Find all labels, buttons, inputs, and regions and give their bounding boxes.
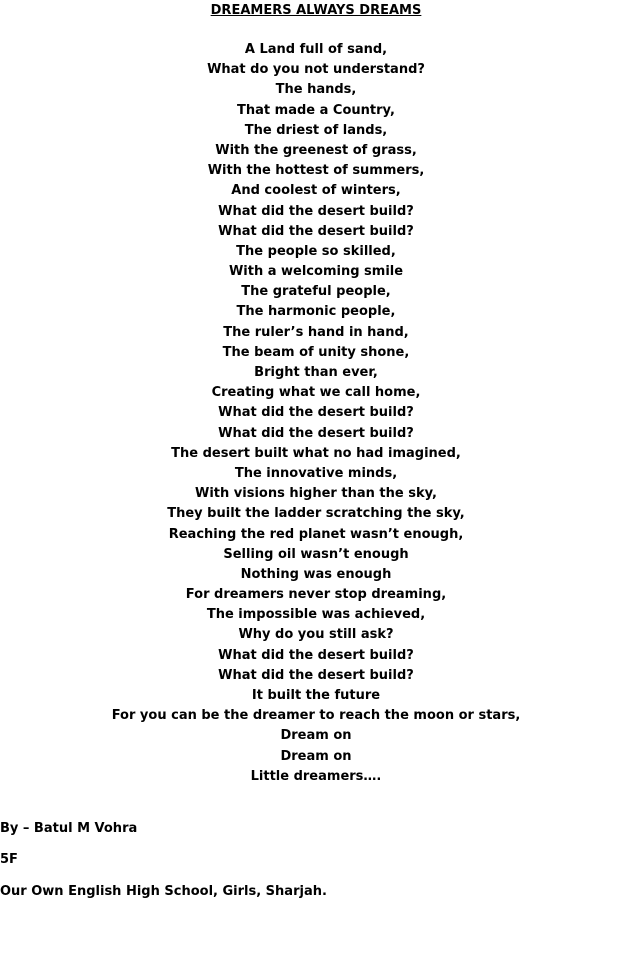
poem-line: Nothing was enough: [240, 566, 392, 582]
poem-line: What did the desert build?: [218, 223, 414, 239]
poem-line: A Land full of sand,: [244, 42, 388, 57]
poem-line: What did the desert build?: [218, 667, 414, 683]
school-line: Our Own English High School, Girls, Sharjah.: [0, 884, 327, 899]
poem-line: That made a Country,: [237, 102, 395, 118]
poem-line: And coolest of winters,: [231, 183, 401, 199]
poem-line: The harmonic people,: [236, 304, 396, 320]
poem-body: [0, 40, 632, 787]
poem-line: What do you not understand?: [207, 62, 425, 78]
poem-line: Selling oil wasn’t enough: [223, 546, 409, 562]
poem-line: The impossible was achieved,: [206, 607, 426, 623]
poem-line: What did the desert build?: [218, 647, 414, 663]
poem-line: Little dreamers….: [250, 768, 382, 784]
poem-line: The driest of lands,: [244, 122, 388, 138]
poem-line: With a welcoming smile: [228, 264, 404, 280]
poem-line: What did the desert build?: [218, 405, 414, 421]
poem-line: With the hottest of summers,: [207, 163, 425, 179]
poem-line: The ruler’s hand in hand,: [223, 324, 409, 340]
poem-title: DREAMERS ALWAYS DREAMS: [210, 3, 422, 18]
poem-line: The desert built what no had imagined,: [171, 445, 461, 461]
poem-line: What did the desert build?: [218, 425, 414, 441]
poem-line: With visions higher than the sky,: [194, 486, 437, 502]
poem-line: With the greenest of grass,: [215, 142, 417, 158]
poem-line: For dreamers never stop dreaming,: [185, 587, 447, 603]
poem-line: The beam of unity shone,: [222, 344, 410, 360]
poem-line: Creating what we call home,: [211, 385, 421, 401]
poem-line: Dream on: [280, 748, 352, 764]
poem-line: What did the desert build?: [218, 203, 414, 219]
poem-line: The innovative minds,: [234, 465, 398, 481]
class-line: 5F: [0, 852, 18, 867]
poem-line: It built the future: [251, 688, 381, 703]
poem-line: The hands,: [275, 82, 357, 98]
poem-line: They built the ladder scratching the sky,: [167, 506, 465, 522]
poem-line: Dream on: [280, 728, 352, 744]
poem-line: Reaching the red planet wasn’t enough,: [168, 526, 464, 542]
poem-line: For you can be the dreamer to reach the moon or stars,: [111, 708, 521, 724]
author-line: By – Batul M Vohra: [0, 821, 138, 836]
poem-line: Why do you still ask?: [238, 627, 394, 643]
poem-line: The grateful people,: [241, 284, 391, 300]
poem-line: The people so skilled,: [236, 243, 396, 259]
poem-line: Bright than ever,: [254, 365, 378, 380]
